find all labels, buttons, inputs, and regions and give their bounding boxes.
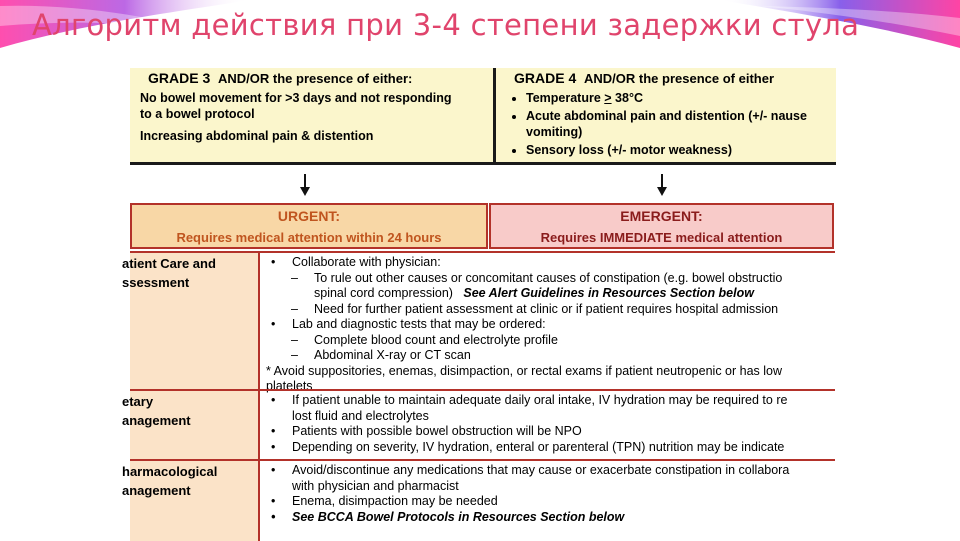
row-label-line: harmacological (122, 464, 218, 479)
bullet-item: • Avoid/discontinue any medications that may cause or exacerbate constipation in collabora (264, 463, 835, 479)
down-arrow-icon (300, 174, 310, 196)
dietary-management-row (122, 389, 835, 461)
grade4-item-text: Acute abdominal pain and distention (+/- nause (526, 109, 807, 123)
grade3-label: GRADE 3 (148, 70, 211, 86)
down-arrow-icon (657, 174, 667, 196)
bullet-item-continuation: with physician and pharmacist (292, 478, 459, 493)
patient-care-label (122, 253, 260, 391)
grade4-item (526, 108, 836, 140)
urgent-title: URGENT: (277, 208, 341, 224)
grade4-item-text: vomiting) (526, 125, 583, 139)
bullet-item: • Depending on severity, IV hydration, enteral or parenteral (TPN) nutrition may be indicate (264, 440, 835, 456)
grade4-subheading: AND/OR the presence of either (584, 71, 775, 86)
dash-item: – Need for further patient assessment at clinic or if patient requires hospital admission (264, 302, 835, 318)
grade4-heading (514, 70, 836, 86)
bullet-item: • Patients with possible bowel obstruction will be NPO (264, 424, 835, 440)
bullet-item: • If patient unable to maintain adequate daily oral intake, IV hydration may be required to re (264, 393, 835, 409)
grade4-item (526, 90, 836, 106)
bullet-item: • Collaborate with physician: (264, 255, 835, 271)
grade3-heading (148, 70, 493, 86)
dash-item: – To rule out other causes or concomitant causes of constipation (e.g. bowel obstructio (264, 271, 835, 287)
bullet-item-continuation: lost fluid and electrolytes (292, 408, 429, 423)
dash-item: – Abdominal X-ray or CT scan (264, 348, 835, 364)
pharmacological-management-label (122, 461, 260, 541)
urgent-box (130, 203, 488, 249)
grade4-temp-value: 38°C (611, 91, 643, 105)
grade3-box (130, 68, 496, 165)
dash-item-text: spinal cord compression) (314, 286, 453, 300)
grade3-line: Increasing abdominal pain & distention (140, 129, 374, 143)
grade4-item (526, 142, 836, 158)
grade4-list (496, 90, 836, 158)
grade4-temp-prefix: Temperature (526, 91, 605, 105)
note-line: platelets (266, 379, 313, 393)
emergent-box (489, 203, 834, 249)
patient-care-content (264, 255, 835, 395)
grade4-item-text: Sensory loss (+/- motor weakness) (526, 143, 732, 157)
bullet-item: • Enema, disimpaction may be needed (264, 494, 835, 510)
bullet-item: • Lab and diagnostic tests that may be ordered: (264, 317, 835, 333)
urgent-subtitle: Requires medical attention within 24 hours (176, 230, 442, 245)
note-line: * Avoid suppositories, enemas, disimpaction, or rectal exams if patient neutropenic or has low (266, 363, 783, 378)
row-label-line: ssessment (122, 275, 190, 290)
slide-title: Алгоритм действия при 3-4 степени задержки стула (32, 8, 860, 42)
emergent-subtitle: Requires IMMEDIATE medical attention (540, 230, 783, 245)
resource-reference: See Alert Guidelines in Resources Section below (463, 286, 754, 300)
resource-reference: • See BCCA Bowel Protocols in Resources Section below (264, 510, 835, 526)
pharmacological-management-row (122, 459, 835, 541)
pharmacological-management-content (264, 463, 835, 525)
grade4-box (496, 68, 836, 165)
dietary-management-label (122, 391, 260, 461)
grade3-line: to a bowel protocol (140, 107, 255, 121)
dash-item-continuation (264, 286, 835, 302)
grade4-temp-operator: > (604, 91, 612, 105)
row-label-line: anagement (122, 413, 191, 428)
dash-item: – Complete blood count and electrolyte profile (264, 333, 835, 349)
grade4-label: GRADE 4 (514, 70, 577, 86)
row-label-line: etary (122, 394, 154, 409)
constipation-algorithm-document (122, 68, 829, 530)
grade3-line: No bowel movement for >3 days and not responding (140, 91, 452, 105)
patient-care-row (122, 251, 835, 393)
dietary-management-content (264, 393, 835, 455)
row-label-line: atient Care and (122, 256, 216, 271)
grade3-subheading: AND/OR the presence of either: (218, 71, 413, 86)
row-label-line: anagement (122, 483, 191, 498)
emergent-title: EMERGENT: (620, 208, 703, 224)
